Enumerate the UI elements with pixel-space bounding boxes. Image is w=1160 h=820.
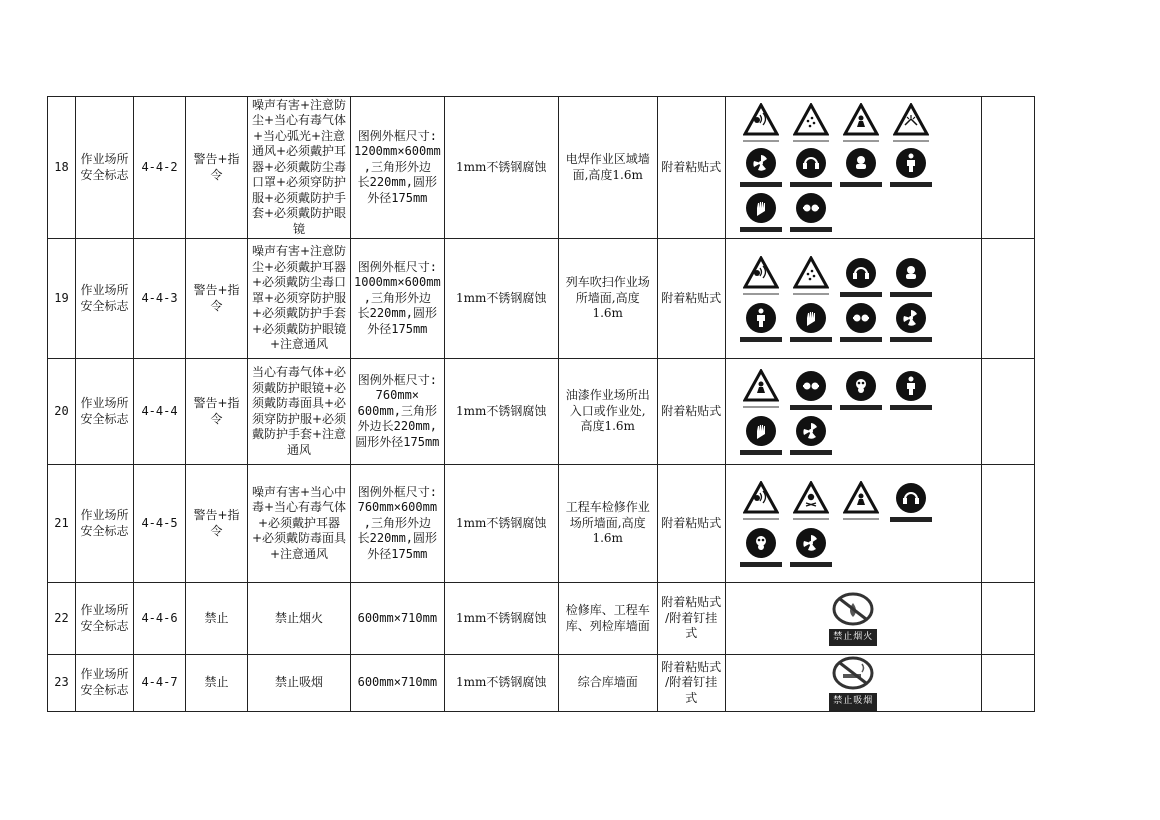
arc-light-icon [889, 103, 933, 142]
row-number: 18 [48, 97, 76, 239]
row-install: 附着粘贴式 [657, 239, 725, 359]
row-code: 4-4-6 [134, 583, 186, 655]
table-row [48, 655, 1035, 712]
ventilation-icon [789, 526, 833, 567]
row-remark [981, 465, 1034, 583]
row-sign-image [725, 465, 981, 583]
ventilation-icon [889, 301, 933, 342]
table-row [48, 97, 1035, 239]
row-size: 600mm×710mm [351, 583, 445, 655]
row-category: 作业场所 安全标志 [76, 655, 134, 712]
row-sign-image [725, 97, 981, 239]
row-size: 图例外框尺寸: 760mm× 600mm,三角形 外边长220mm, 圆形外径175mm [351, 359, 445, 465]
row-remark [981, 655, 1034, 712]
row-location: 列车吹扫作业场 所墙面,高度 1.6m [558, 239, 657, 359]
gloves-icon [789, 301, 833, 342]
row-install: 附着粘贴式 /附着钉挂 式 [657, 655, 725, 712]
table-row [48, 359, 1035, 465]
row-location: 综合库墙面 [558, 655, 657, 712]
row-location: 电焊作业区域墙 面,高度1.6m [558, 97, 657, 239]
row-material: 1mm不锈钢腐蚀 [444, 583, 558, 655]
ear-protector-icon [789, 146, 833, 187]
row-content: 噪声有害+注意防尘+当心有毒气体+当心弧光+注意通风+必须戴护耳器+必须戴防尘毒口罩+必须穿防护服+必须戴防护手套+必须戴防护眼镜 [248, 97, 351, 239]
dust-mask-icon [839, 146, 883, 187]
sign-label: 禁止烟火 [829, 629, 877, 647]
row-content: 噪声有害+注意防尘+必须戴护耳器+必须戴防尘毒口罩+必须穿防护服+必须戴防护手套+必须戴防护眼镜+注意通风 [248, 239, 351, 359]
row-location: 油漆作业场所出 入口或作业处, 高度1.6m [558, 359, 657, 465]
row-category: 作业场所 安全标志 [76, 465, 134, 583]
row-sign-type: 禁止 [186, 655, 248, 712]
goggles-icon [839, 301, 883, 342]
row-material: 1mm不锈钢腐蚀 [444, 239, 558, 359]
goggles-icon [789, 369, 833, 410]
sign-label: 禁止吸烟 [829, 693, 877, 711]
row-number: 19 [48, 239, 76, 359]
row-code: 4-4-7 [134, 655, 186, 712]
ventilation-icon [789, 414, 833, 455]
row-material: 1mm不锈钢腐蚀 [444, 97, 558, 239]
noise-icon [739, 256, 783, 297]
row-content: 禁止烟火 [248, 583, 351, 655]
table-row [48, 583, 1035, 655]
sign-group [729, 97, 978, 238]
row-code: 4-4-5 [134, 465, 186, 583]
row-sign-image [725, 583, 981, 655]
row-number: 23 [48, 655, 76, 712]
row-sign-type: 警告+指令 [186, 239, 248, 359]
row-number: 20 [48, 359, 76, 465]
row-number: 22 [48, 583, 76, 655]
row-content: 当心有毒气体+必须戴防护眼镜+必须戴防毒面具+必须穿防护服+必须戴防护手套+注意通风 [248, 359, 351, 465]
sign-group [729, 363, 978, 461]
row-material: 1mm不锈钢腐蚀 [444, 359, 558, 465]
dust-icon [789, 256, 833, 297]
row-install: 附着粘贴式 [657, 465, 725, 583]
row-sign-image [725, 239, 981, 359]
protective-suit-icon [889, 369, 933, 410]
sign-group [729, 250, 978, 348]
noise-icon [739, 103, 783, 142]
row-remark [981, 359, 1034, 465]
row-remark [981, 239, 1034, 359]
row-remark [981, 97, 1034, 239]
protective-suit-icon [889, 146, 933, 187]
row-sign-image [725, 359, 981, 465]
row-size: 图例外框尺寸: 1200mm×600mm ,三角形外边 长220mm,圆形 外径175mm [351, 97, 445, 239]
row-location: 工程车检修作业 场所墙面,高度 1.6m [558, 465, 657, 583]
table-row [48, 465, 1035, 583]
row-category: 作业场所 安全标志 [76, 359, 134, 465]
row-sign-type: 警告+指令 [186, 97, 248, 239]
row-size: 图例外框尺寸: 1000mm×600mm ,三角形外边 长220mm,圆形 外径175mm [351, 239, 445, 359]
dust-mask-icon [889, 256, 933, 297]
no-smoking-sign [729, 655, 978, 711]
row-sign-type: 警告+指令 [186, 465, 248, 583]
row-material: 1mm不锈钢腐蚀 [444, 465, 558, 583]
protective-suit-icon [739, 301, 783, 342]
ventilation-icon [739, 146, 783, 187]
row-content: 禁止吸烟 [248, 655, 351, 712]
poison-icon [789, 481, 833, 522]
row-material: 1mm不锈钢腐蚀 [444, 655, 558, 712]
row-code: 4-4-4 [134, 359, 186, 465]
gas-mask-icon [839, 369, 883, 410]
row-remark [981, 583, 1034, 655]
toxic-gas-icon [839, 103, 883, 142]
row-size: 600mm×710mm [351, 655, 445, 712]
row-install: 附着粘贴式 [657, 359, 725, 465]
no-fire-sign [729, 591, 978, 647]
noise-icon [739, 481, 783, 522]
sign-group [729, 475, 978, 573]
gloves-icon [739, 414, 783, 455]
goggles-icon [789, 191, 833, 232]
gas-mask-icon [739, 526, 783, 567]
row-category: 作业场所 安全标志 [76, 583, 134, 655]
ear-protector-icon [889, 481, 933, 522]
dust-icon [789, 103, 833, 142]
row-size: 图例外框尺寸: 760mm×600mm ,三角形外边 长220mm,圆形 外径175mm [351, 465, 445, 583]
toxic-gas-icon [839, 481, 883, 522]
row-sign-type: 禁止 [186, 583, 248, 655]
toxic-gas-icon [739, 369, 783, 410]
row-sign-type: 警告+指令 [186, 359, 248, 465]
row-install: 附着粘贴式 /附着钉挂 式 [657, 583, 725, 655]
row-code: 4-4-3 [134, 239, 186, 359]
row-category: 作业场所 安全标志 [76, 97, 134, 239]
row-install: 附着粘贴式 [657, 97, 725, 239]
row-content: 噪声有害+当心中毒+当心有毒气体+必须戴护耳器+必须戴防毒面具+注意通风 [248, 465, 351, 583]
row-category: 作业场所 安全标志 [76, 239, 134, 359]
row-number: 21 [48, 465, 76, 583]
row-sign-image [725, 655, 981, 712]
row-code: 4-4-2 [134, 97, 186, 239]
ear-protector-icon [839, 256, 883, 297]
signage-table [47, 96, 1035, 712]
gloves-icon [739, 191, 783, 232]
table-row [48, 239, 1035, 359]
row-location: 检修库、工程车 库、列检库墙面 [558, 583, 657, 655]
